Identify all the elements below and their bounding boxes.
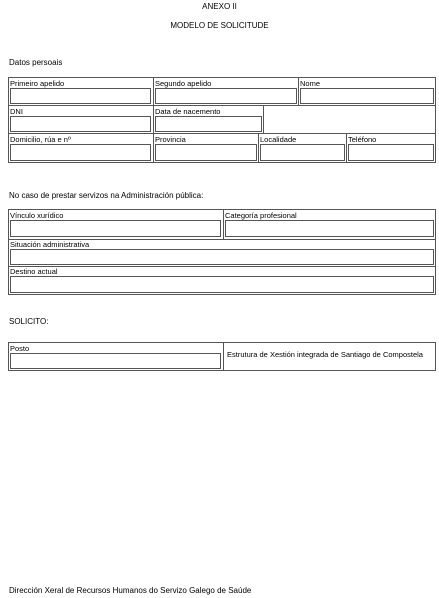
dni-field[interactable] — [10, 116, 151, 132]
personal-data-heading: Datos persoais — [9, 58, 63, 67]
address-label: Domicilio, rúa e nº — [10, 135, 71, 144]
birth-date-label: Data de nacemento — [155, 107, 221, 116]
current-destination-label: Destino actual — [10, 267, 58, 276]
form-title: MODELO DE SOLICITUDE — [170, 21, 269, 30]
province-label: Provincia — [155, 135, 186, 144]
dni-label: DNI — [10, 107, 23, 116]
request-heading: SOLICITO: — [9, 317, 49, 326]
name-label: Nome — [300, 79, 321, 88]
first-surname-field[interactable] — [10, 88, 151, 104]
birth-date-field[interactable] — [155, 116, 262, 132]
legal-bond-label: Vínculo xurídico — [10, 211, 64, 220]
public-service-heading: No caso de prestar servizos na Administración pública: — [9, 191, 204, 200]
request-table — [8, 342, 436, 371]
footer-text: Dirección Xeral de Recursos Humanos do Servizo Galego de Saúde — [9, 586, 252, 595]
professional-category-label: Categoría profesional — [225, 211, 297, 220]
administrative-status-label: Situación administrativa — [10, 240, 90, 249]
public-service-table — [8, 209, 436, 295]
phone-label: Teléfono — [348, 135, 377, 144]
first-surname-label: Primeiro apelido — [10, 79, 65, 88]
locality-label: Localidade — [260, 135, 297, 144]
post-label: Posto — [10, 344, 30, 353]
structure-text: Estrutura de Xestión integrada de Santiago de Compostela — [227, 350, 423, 359]
post-field[interactable] — [10, 353, 221, 369]
administrative-status-field[interactable] — [10, 249, 434, 265]
second-surname-label: Segundo apelido — [155, 79, 212, 88]
professional-category-field[interactable] — [225, 220, 434, 237]
personal-data-table — [8, 77, 436, 163]
address-field[interactable] — [10, 144, 151, 161]
second-surname-field[interactable] — [155, 88, 297, 104]
legal-bond-field[interactable] — [10, 220, 221, 237]
locality-field[interactable] — [260, 144, 345, 161]
name-field[interactable] — [300, 88, 434, 104]
phone-field[interactable] — [348, 144, 434, 161]
current-destination-field[interactable] — [10, 276, 434, 293]
province-field[interactable] — [155, 144, 257, 161]
annex-title: ANEXO II — [202, 2, 237, 11]
